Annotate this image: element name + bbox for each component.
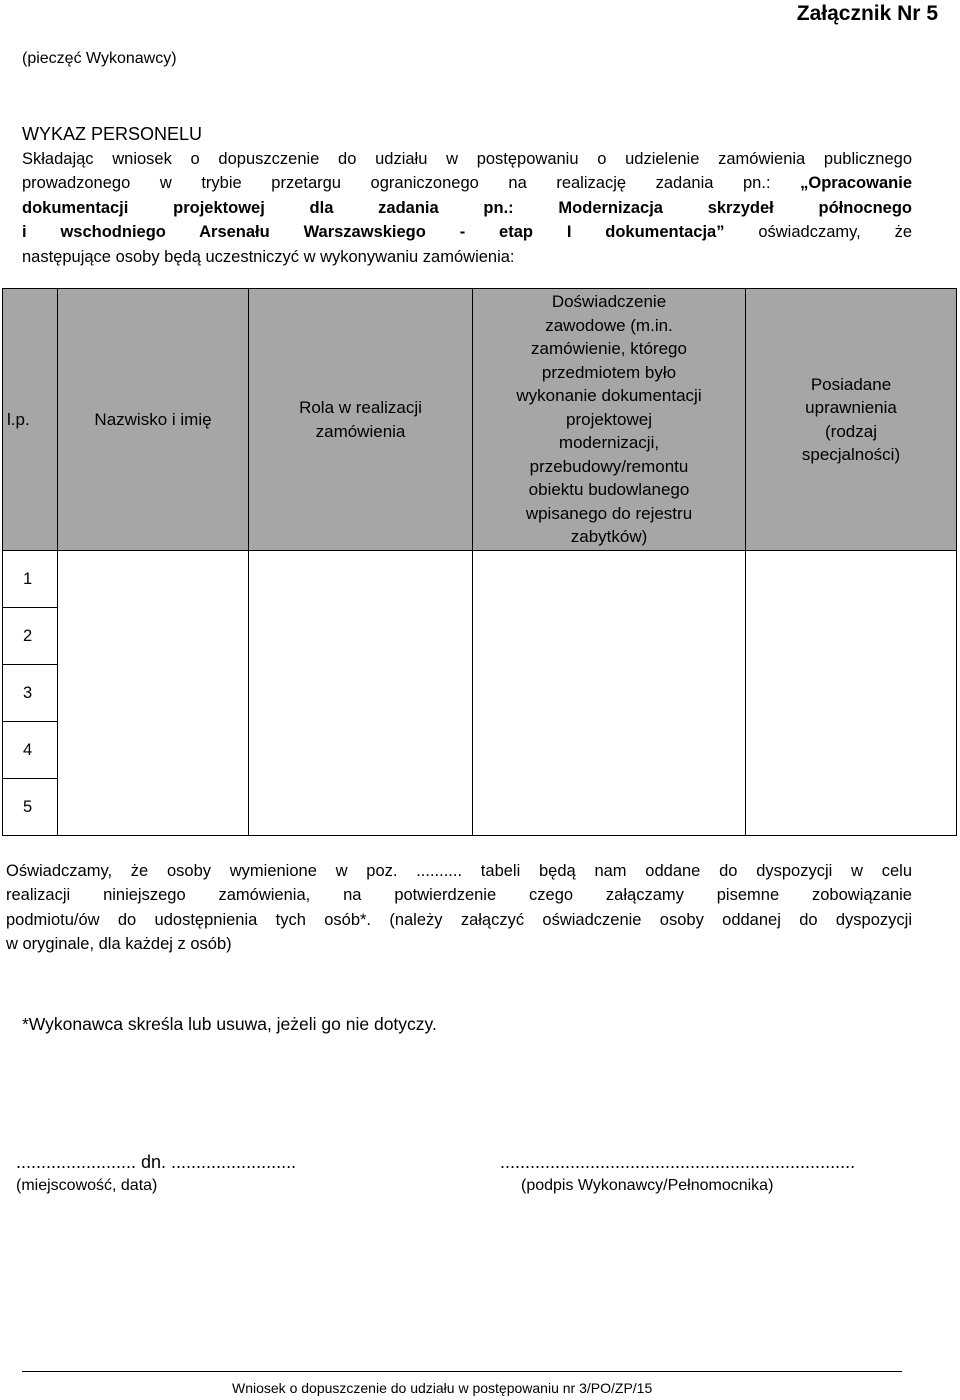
role-cell[interactable] xyxy=(249,608,473,665)
experience-header-line: zabytków) xyxy=(570,527,648,547)
statement-line: w oryginale, dla każdej z osób) xyxy=(6,935,232,954)
column-header-permissions xyxy=(746,289,957,551)
intro-line-2-text: prowadzonego w trybie przetargu ograniczonego na realizację zadania pn.: xyxy=(22,174,771,193)
contractor-stamp-label: (pieczęć Wykonawcy) xyxy=(22,50,177,67)
column-header-lp: l.p. xyxy=(3,289,58,551)
permissions-cell[interactable] xyxy=(746,608,957,665)
experience-cell[interactable] xyxy=(473,779,746,836)
role-cell[interactable] xyxy=(249,722,473,779)
row-number: 2 xyxy=(3,608,58,665)
table-row xyxy=(3,665,957,722)
table-row xyxy=(3,779,957,836)
permissions-cell[interactable] xyxy=(746,722,957,779)
experience-cell[interactable] xyxy=(473,551,746,608)
role-header-line: Rola w realizacji xyxy=(299,398,422,417)
task-name-part-2: : Modernizacja skrzydeł północnego xyxy=(508,198,912,217)
permissions-header-line: Posiadane xyxy=(810,374,892,394)
place-date-label: (miejscowość, data) xyxy=(16,1177,158,1194)
role-header-line: zamówienia xyxy=(315,421,406,441)
table-row xyxy=(3,608,957,665)
intro-line-3 xyxy=(22,196,912,220)
table-row xyxy=(3,551,957,608)
experience-header-line: Doświadczenie xyxy=(551,292,667,312)
experience-cell[interactable] xyxy=(473,722,746,779)
permissions-header-line: (rodzaj xyxy=(825,421,877,441)
intro-line-4 xyxy=(22,220,912,244)
name-cell[interactable] xyxy=(58,665,249,722)
personnel-table xyxy=(2,288,957,836)
table-row xyxy=(3,722,957,779)
experience-header-line: przebudowy/remontu xyxy=(529,456,689,476)
footer-text: Wniosek o dopuszczenie do udziału w postępowaniu nr 3/PO/ZP/15 xyxy=(232,1380,653,1396)
declaration-text: oświadczamy, że xyxy=(758,223,913,242)
intro-line-1: Składając wniosek o dopuszczenie do udziału w postępowaniu o udzielenie zamówienia publicznego xyxy=(22,150,912,168)
row-number: 4 xyxy=(3,722,58,779)
experience-header-line: wykonanie dokumentacji xyxy=(516,386,702,406)
experience-header-line: zawodowe (m.in. xyxy=(545,315,673,335)
name-cell[interactable] xyxy=(58,779,249,836)
experience-header-line: zamówienie, którego xyxy=(531,339,687,359)
signature-label: (podpis Wykonawcy/Pełnomocnika) xyxy=(521,1177,774,1194)
permissions-cell[interactable] xyxy=(746,779,957,836)
permissions-cell[interactable] xyxy=(746,551,957,608)
intro-line-2 xyxy=(22,171,912,195)
column-header-role xyxy=(249,289,473,551)
experience-header-line: obiektu budowlanego xyxy=(528,480,690,500)
footnote: *Wykonawca skreśla lub usuwa, jeżeli go nie dotyczy. xyxy=(22,1014,437,1034)
experience-header-line: wpisanego do rejestru xyxy=(525,503,693,523)
name-cell[interactable] xyxy=(58,722,249,779)
intro-paragraph xyxy=(22,147,912,245)
task-name-start: „Opracowanie xyxy=(800,174,912,193)
permissions-cell[interactable] xyxy=(746,665,957,722)
place-date-field[interactable]: ........................ dn. ......................... xyxy=(16,1152,297,1172)
document-heading: WYKAZ PERSONELU xyxy=(22,124,203,144)
experience-header-line: modernizacji, xyxy=(558,433,660,453)
experience-cell[interactable] xyxy=(473,665,746,722)
task-name-part-1: dokumentacji projektowej dla zadania pn. xyxy=(22,198,509,217)
task-name-part-3: i wschodniego Arsenału Warszawskiego - etap I dokumentacja” xyxy=(22,223,725,242)
annex-title: Załącznik Nr 5 xyxy=(796,2,938,25)
row-number: 5 xyxy=(3,779,58,836)
name-cell[interactable] xyxy=(58,551,249,608)
signature-field[interactable]: ....................................................................... xyxy=(500,1152,856,1172)
name-cell[interactable] xyxy=(58,608,249,665)
column-header-name: Nazwisko i imię xyxy=(58,289,249,551)
statement-line: Oświadczamy, że osoby wymienione w poz. .......... tabeli będą nam oddane do dyspozycji w celu xyxy=(6,862,912,880)
column-header-experience xyxy=(473,289,746,551)
footer-divider xyxy=(22,1371,902,1372)
statement-line: podmiotu/ów do udostępnienia tych osób*. (należy załączyć oświadczenie osoby oddanej do dyspozycji xyxy=(6,910,912,929)
role-cell[interactable] xyxy=(249,551,473,608)
row-number: 1 xyxy=(3,551,58,608)
experience-header-line: przedmiotem było xyxy=(541,362,677,382)
experience-cell[interactable] xyxy=(473,608,746,665)
table-header-row xyxy=(3,289,957,551)
permissions-header-line: uprawnienia xyxy=(805,398,897,417)
statement-paragraph xyxy=(6,859,912,957)
permissions-header-line: specjalności) xyxy=(801,445,901,464)
role-cell[interactable] xyxy=(249,665,473,722)
role-cell[interactable] xyxy=(249,779,473,836)
row-number: 3 xyxy=(3,665,58,722)
experience-header-line: projektowej xyxy=(566,409,652,429)
statement-line: realizacji niniejszego zamówienia, na potwierdzenie czego załączamy pisemne zobowiązanie xyxy=(6,886,912,905)
intro-line-5: następujące osoby będą uczestniczyć w wykonywaniu zamówienia: xyxy=(22,248,515,266)
